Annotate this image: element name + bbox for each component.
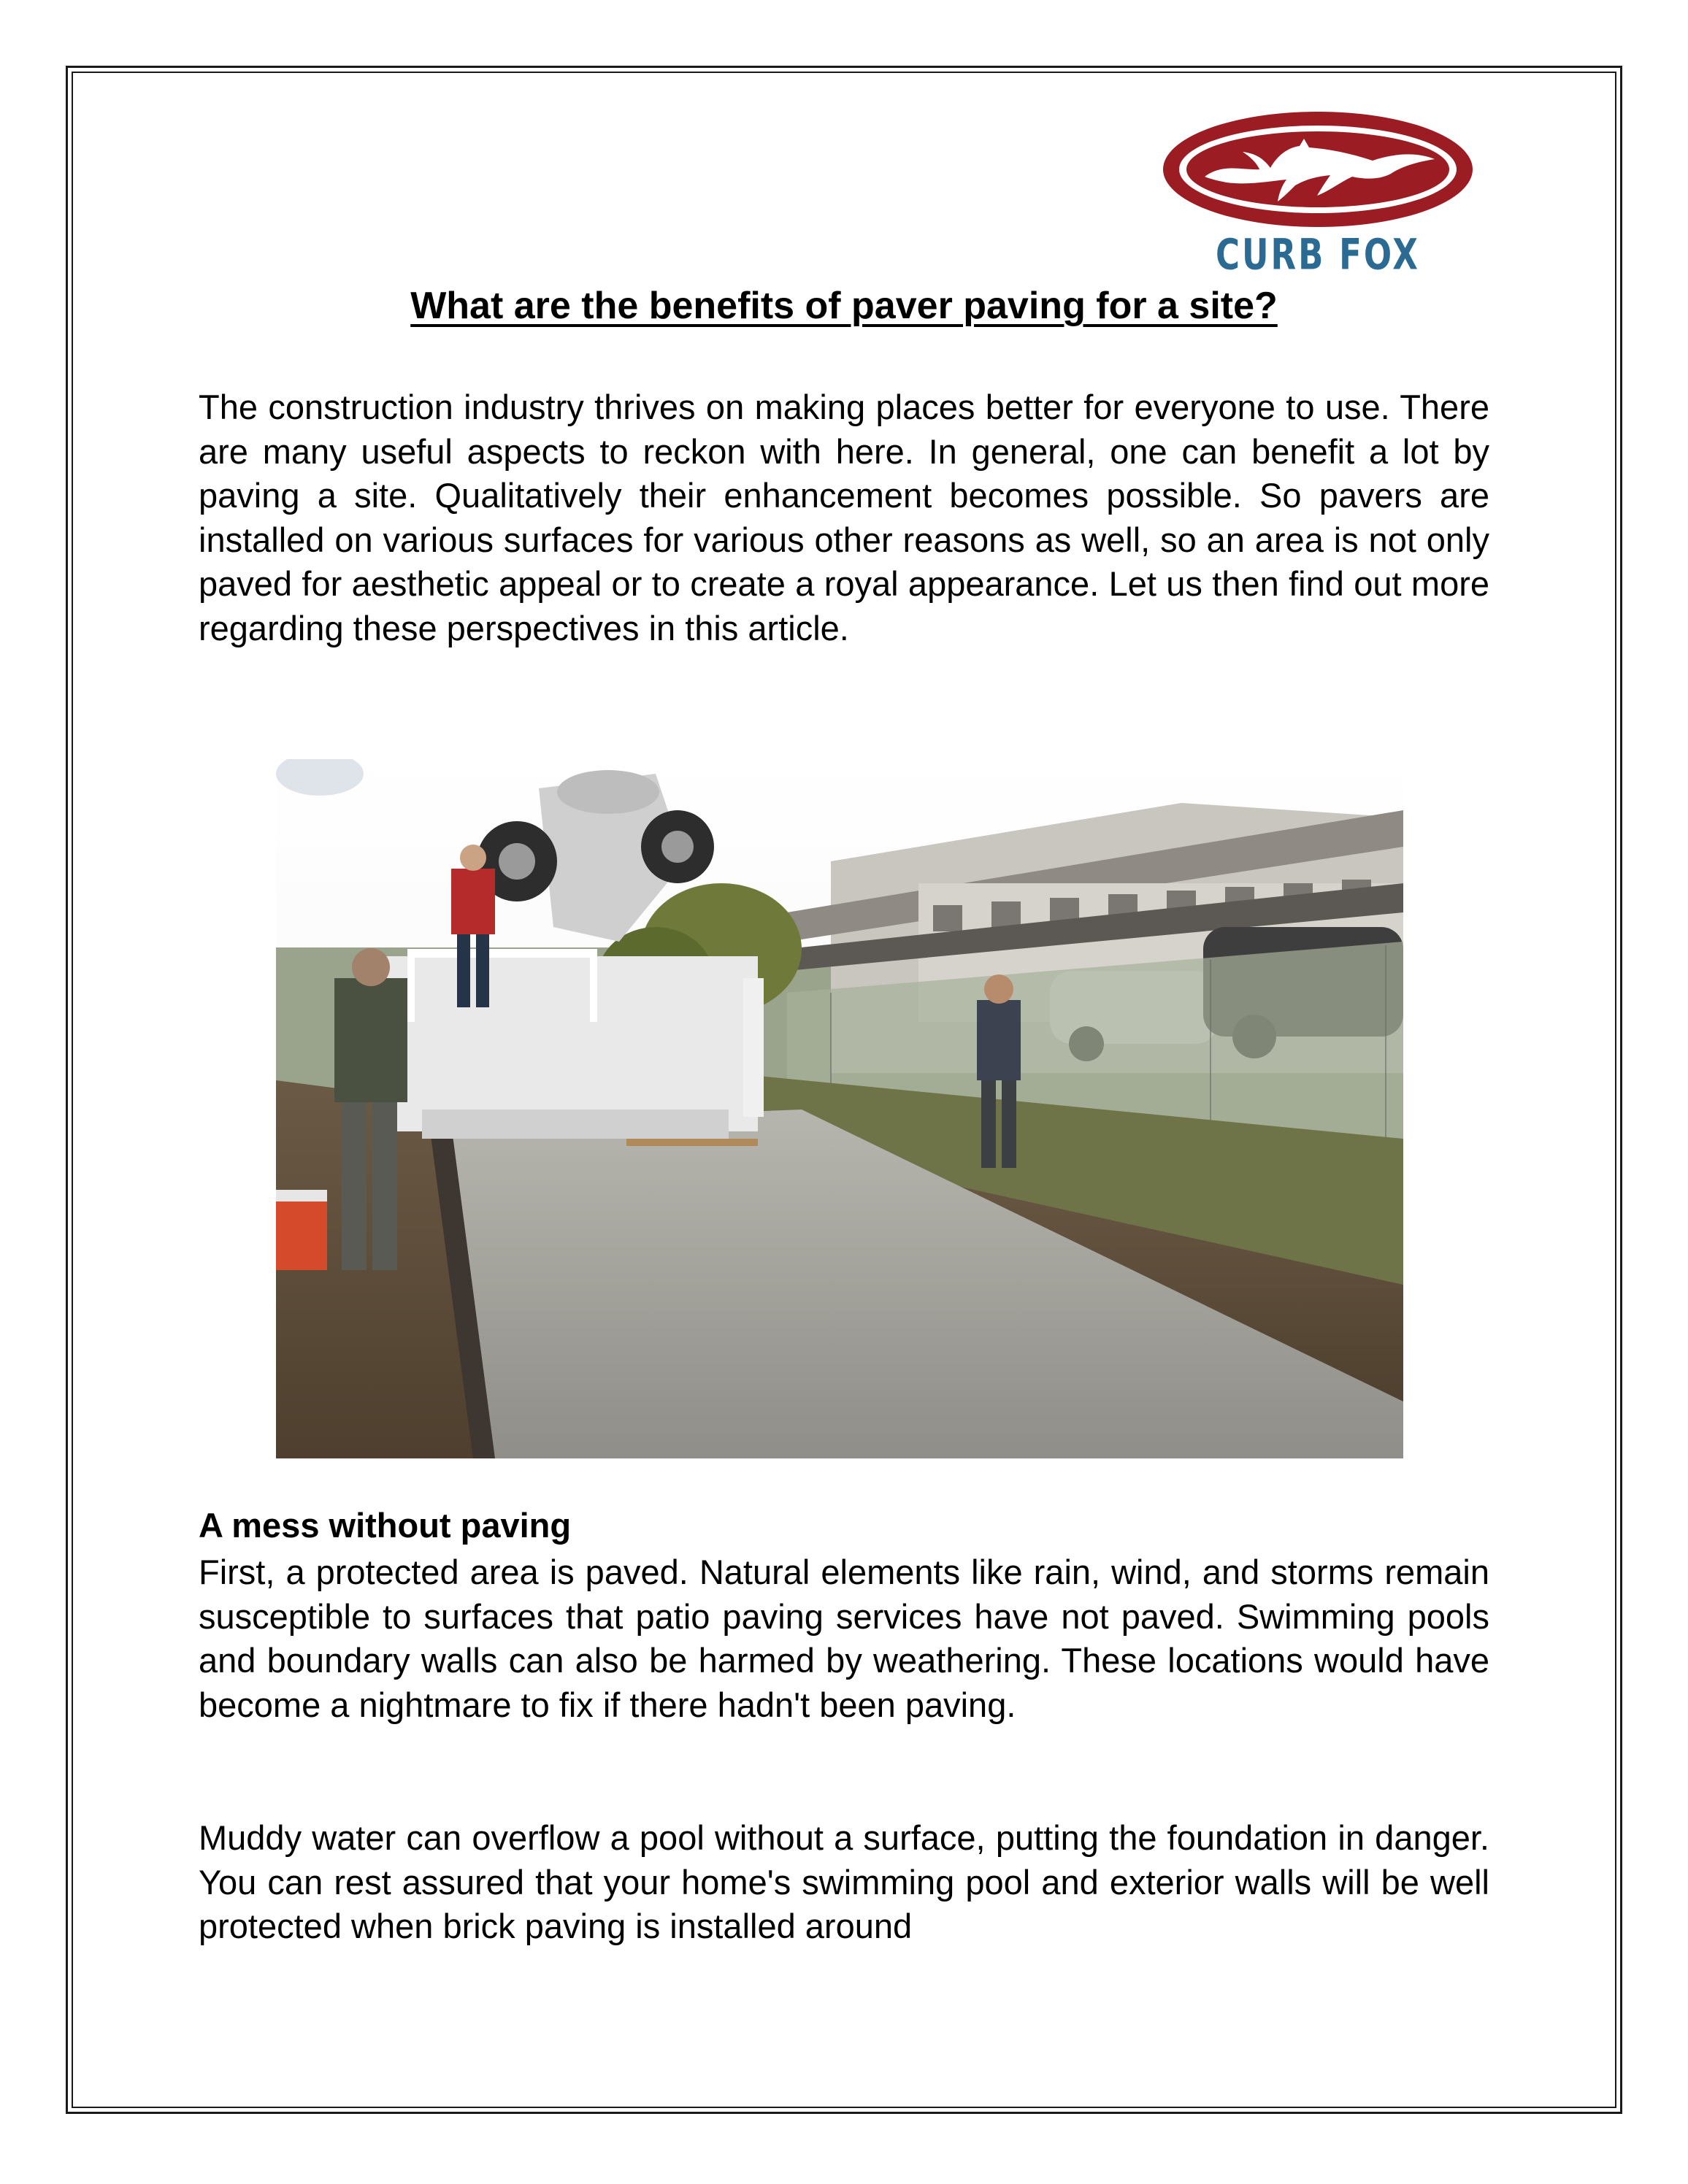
section-heading: A mess without paving: [199, 1506, 572, 1545]
section-paragraph-2: Muddy water can overflow a pool without a surface, putting the foundation in danger. You can rest assured that your home's swimming pool and exterior walls will be well protected when brick paving is installed around: [199, 1818, 1489, 1945]
paving-machine-image: [276, 759, 1403, 1458]
construction-photo: [276, 759, 1403, 1458]
fox-emblem-icon: [1161, 109, 1475, 230]
intro-paragraph: The construction industry thrives on making places better for everyone to use. There are many useful aspects to reckon with here. In general, one can benefit a lot by paving a site. Qualitatively their enhancement becomes possible. So pavers are installed on various surfaces for various other reasons as well, so an area is not only paved for aesthetic appeal or to create a royal appearance. Let us then find out more regarding these perspectives in this article.: [199, 388, 1489, 647]
curb-fox-logo: [1161, 109, 1475, 285]
page-title: What are the benefits of paver paving for a site?: [410, 285, 1278, 327]
section-paragraph-1: First, a protected area is paved. Natural elements like rain, wind, and storms remain susceptible to surfaces that patio paving services have not paved. Swimming pools and boundary walls can also be harmed by weathering. These locations would have become a nightmare to fix if there hadn't been paving.: [199, 1553, 1489, 1724]
brand-name: CURB FOX: [1216, 230, 1420, 280]
